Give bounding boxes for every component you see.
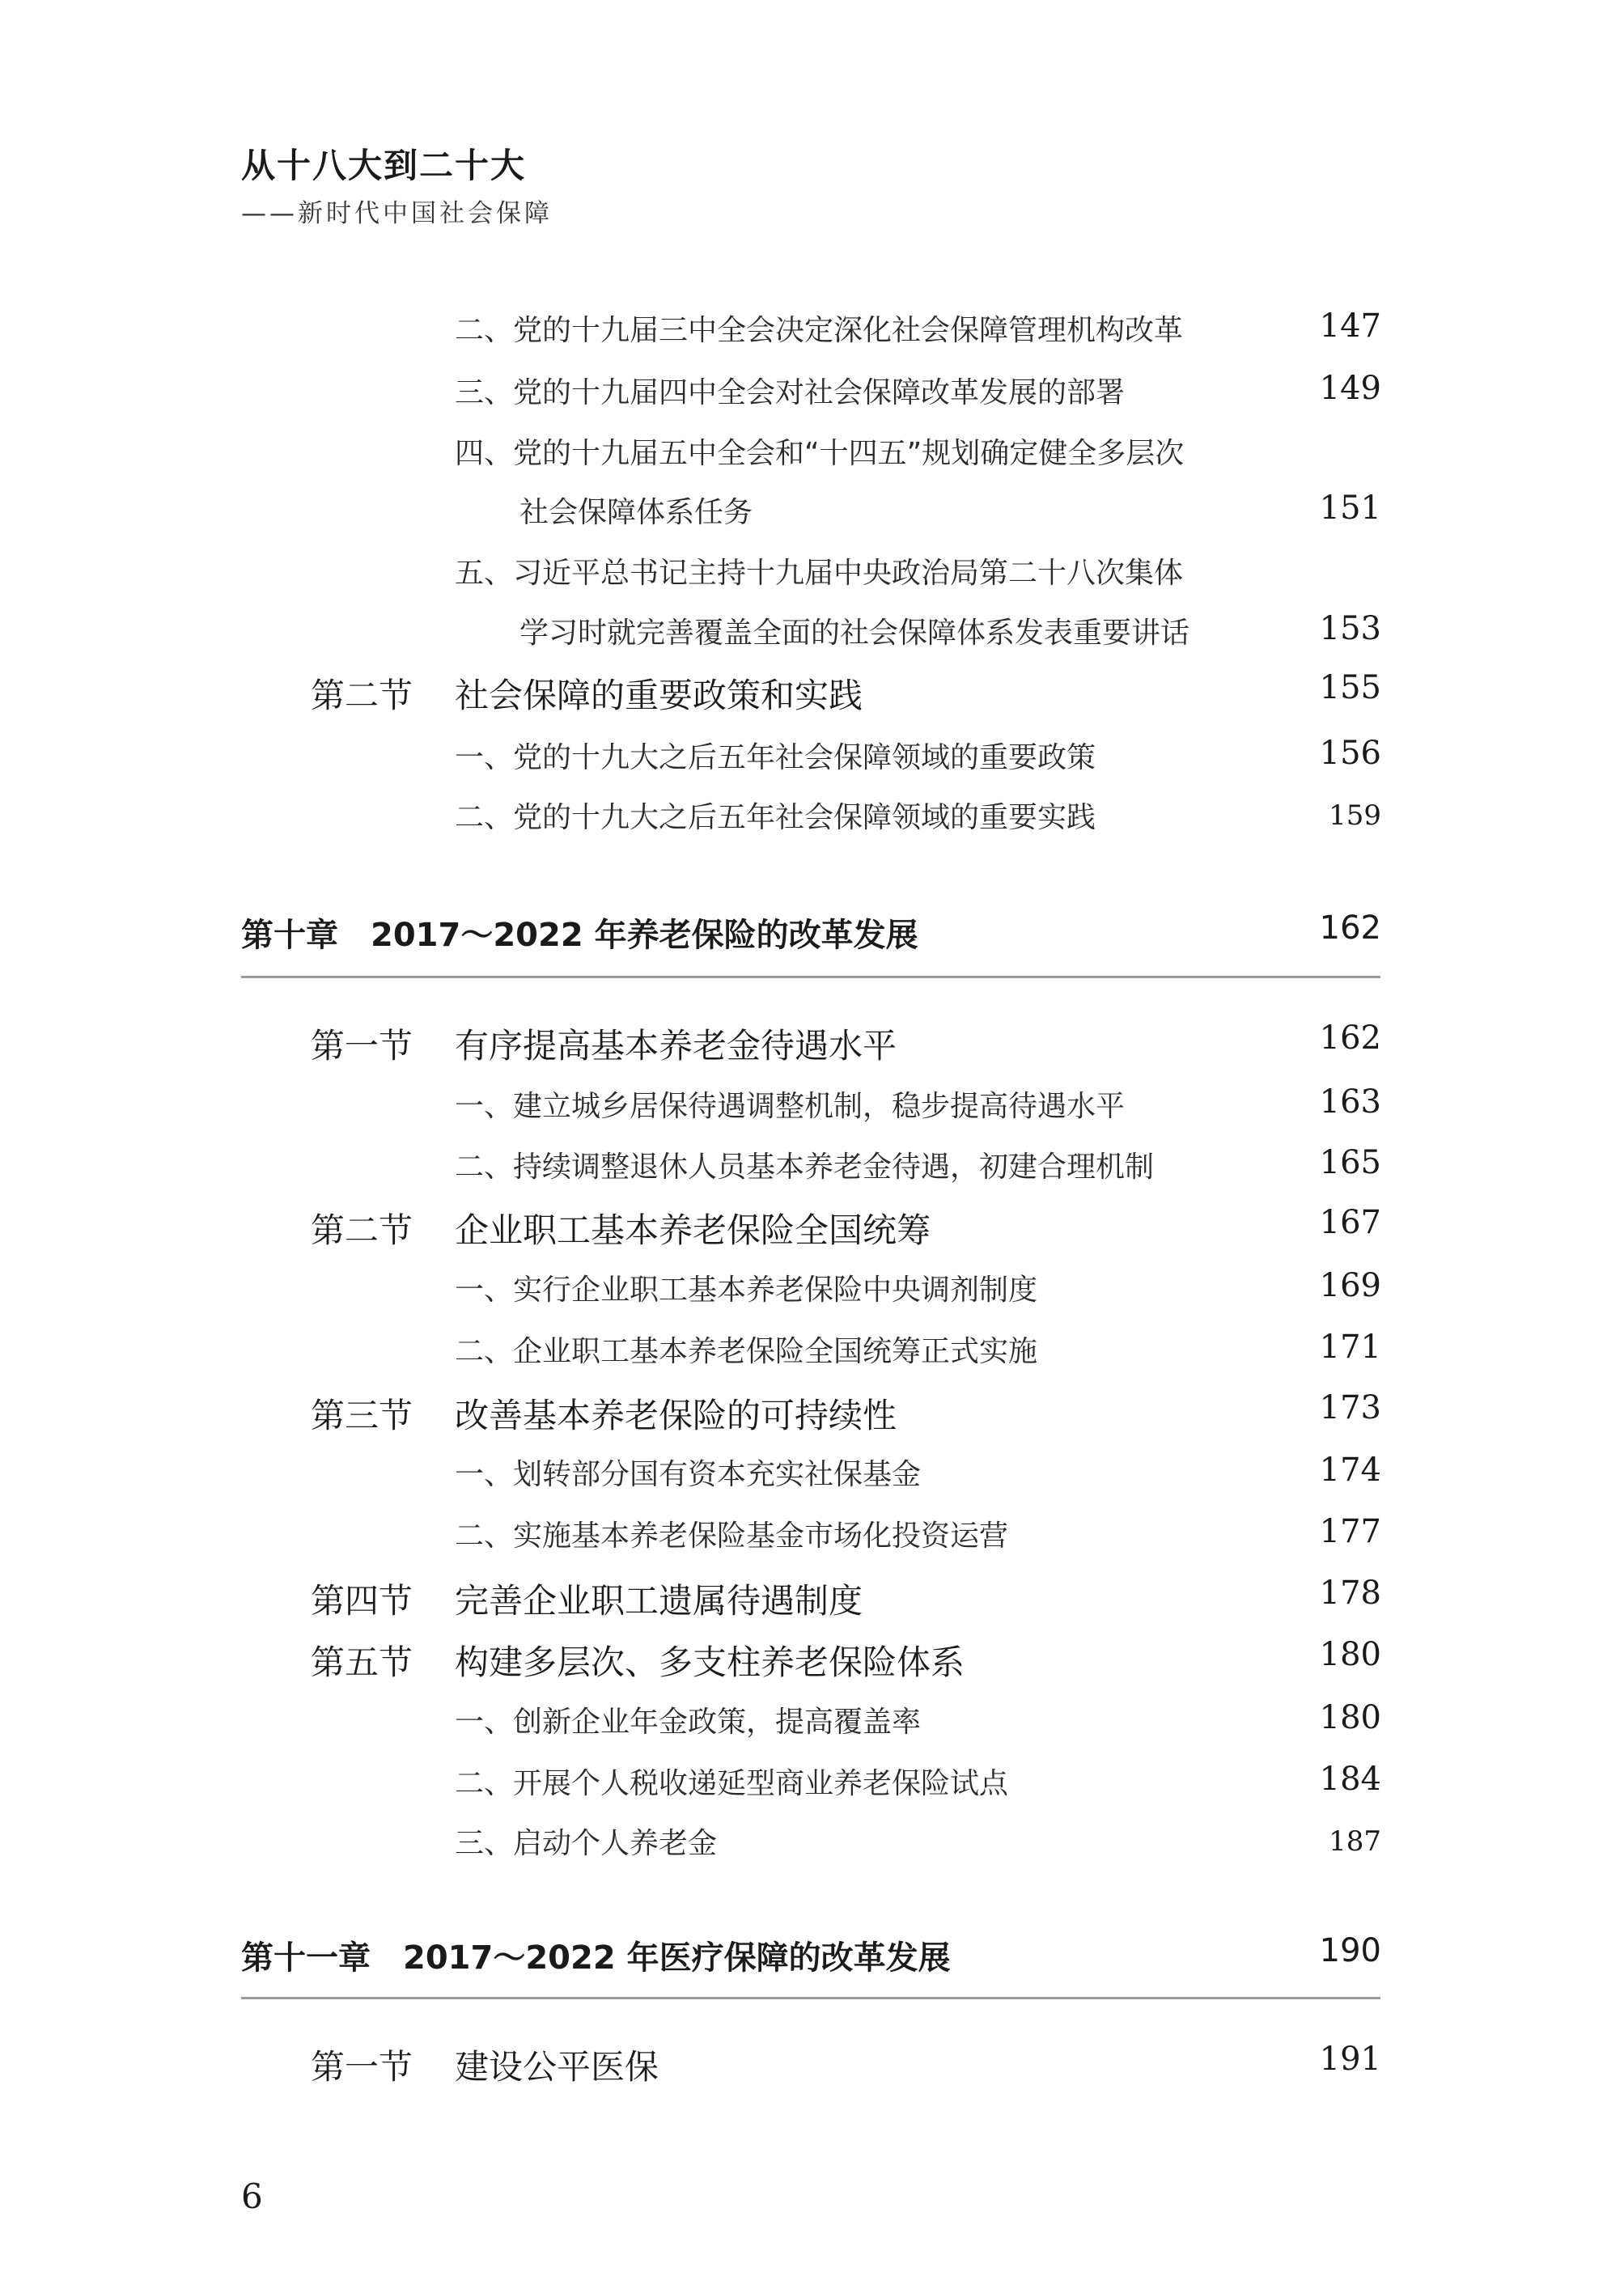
toc-entry-title: 一、建立城乡居保待遇调整机制，稳步提高待遇水平 <box>455 1090 1126 1123</box>
section-label: 第三节 <box>311 1396 413 1435</box>
toc-page-number: 177 <box>1319 1513 1381 1550</box>
toc-section[interactable] <box>0 669 1624 718</box>
toc-entry[interactable] <box>0 1699 1624 1748</box>
section-title: 企业职工基本养老保险全国统筹 <box>455 1210 931 1250</box>
section-label: 第二节 <box>311 676 413 715</box>
book-title: 从十八大到二十大 <box>241 146 527 185</box>
toc-page-number: 156 <box>1319 735 1381 772</box>
toc-entry-title: 二、企业职工基本养老保险全国统筹正式实施 <box>455 1335 1038 1368</box>
toc-entry-title: 一、实行企业职工基本养老保险中央调剂制度 <box>455 1274 1038 1307</box>
toc-page-number: 173 <box>1319 1389 1381 1426</box>
toc-entry[interactable] <box>0 735 1624 783</box>
chapter-divider <box>241 976 1380 978</box>
toc-entry[interactable] <box>0 1267 1624 1316</box>
page-number: 6 <box>241 2176 263 2216</box>
toc-entry[interactable] <box>0 1329 1624 1377</box>
toc-page-number: 147 <box>1319 307 1381 345</box>
toc-entry-title: 三、党的十九届四中全会对社会保障改革发展的部署 <box>455 376 1126 409</box>
toc-section[interactable] <box>0 1636 1624 1685</box>
book-subtitle: ——新时代中国社会保障 <box>241 199 553 228</box>
toc-chapter[interactable] <box>0 909 1624 958</box>
toc-entry-title: 五、习近平总书记主持十九届中央政治局第二十八次集体 <box>455 557 1184 590</box>
chapter-title: 第十章 2017～2022 年养老保险的改革发展 <box>241 917 918 954</box>
toc-page-number: 190 <box>1319 1932 1381 1969</box>
toc-page-number: 184 <box>1319 1761 1381 1798</box>
toc-page-number: 162 <box>1319 1019 1381 1057</box>
toc-chapter[interactable] <box>0 1932 1624 1981</box>
toc-entry[interactable] <box>0 370 1624 418</box>
toc-entry-title: 二、党的十九届三中全会决定深化社会保障管理机构改革 <box>455 314 1184 347</box>
chapter-divider <box>241 1997 1380 1999</box>
toc-entry[interactable] <box>0 1820 1624 1869</box>
toc-entry[interactable] <box>0 1083 1624 1132</box>
toc-section[interactable] <box>0 1575 1624 1623</box>
section-title: 建设公平医保 <box>455 2047 659 2087</box>
section-title: 社会保障的重要政策和实践 <box>455 676 863 715</box>
section-title: 改善基本养老保险的可持续性 <box>455 1396 897 1435</box>
toc-page-number: 165 <box>1319 1144 1381 1181</box>
toc-entry-title: 二、持续调整退休人员基本养老金待遇，初建合理机制 <box>455 1151 1155 1184</box>
toc-page-number: 149 <box>1319 370 1381 407</box>
section-title: 有序提高基本养老金待遇水平 <box>455 1026 897 1066</box>
toc-section[interactable] <box>0 1019 1624 1068</box>
toc-entry-title: 二、开展个人税收递延型商业养老保险试点 <box>455 1767 1009 1800</box>
toc-page-number: 163 <box>1319 1083 1381 1121</box>
toc-section[interactable] <box>0 2041 1624 2089</box>
toc-entry[interactable] <box>0 430 1624 479</box>
toc-page-number: 171 <box>1319 1329 1381 1366</box>
toc-entry-title: 二、党的十九大之后五年社会保障领域的重要实践 <box>455 801 1096 834</box>
toc-page-number: 180 <box>1319 1636 1381 1673</box>
section-title: 构建多层次、多支柱养老保险体系 <box>455 1642 965 1682</box>
toc-page-number: 155 <box>1319 669 1381 706</box>
toc-page-number: 159 <box>1329 799 1381 832</box>
toc-entry-title: 社会保障体系任务 <box>519 496 753 529</box>
toc-entry-title: 四、党的十九届五中全会和“十四五”规划确定健全多层次 <box>455 437 1185 470</box>
toc-entry-continued[interactable] <box>0 610 1624 659</box>
toc-entry-title: 一、创新企业年金政策，提高覆盖率 <box>455 1706 922 1739</box>
toc-page-number: 151 <box>1319 490 1381 527</box>
toc-entry-title: 学习时就完善覆盖全面的社会保障体系发表重要讲话 <box>519 617 1190 650</box>
toc-page-number: 180 <box>1319 1699 1381 1736</box>
toc-entry[interactable] <box>0 307 1624 356</box>
toc-entry-title: 三、启动个人养老金 <box>455 1827 718 1860</box>
section-label: 第四节 <box>311 1581 413 1621</box>
toc-page-number: 191 <box>1319 2041 1381 2078</box>
toc-page-number: 153 <box>1319 610 1381 647</box>
toc-page-number: 178 <box>1319 1575 1381 1612</box>
toc-entry[interactable] <box>0 1513 1624 1562</box>
chapter-title: 第十一章 2017～2022 年医疗保障的改革发展 <box>241 1939 951 1977</box>
toc-entry[interactable] <box>0 1144 1624 1193</box>
toc-entry-title: 二、实施基本养老保险基金市场化投资运营 <box>455 1519 1009 1553</box>
toc-page-number: 169 <box>1319 1267 1381 1304</box>
toc-entry-title: 一、划转部分国有资本充实社保基金 <box>455 1458 922 1491</box>
section-label: 第二节 <box>311 1210 413 1250</box>
toc-entry-continued[interactable] <box>0 490 1624 538</box>
section-label: 第五节 <box>311 1642 413 1682</box>
toc-entry[interactable] <box>0 795 1624 843</box>
toc-entry-title: 一、党的十九大之后五年社会保障领域的重要政策 <box>455 741 1096 774</box>
section-title: 完善企业职工遗属待遇制度 <box>455 1581 863 1621</box>
toc-section[interactable] <box>0 1389 1624 1438</box>
toc-entry[interactable] <box>0 1452 1624 1500</box>
toc-section[interactable] <box>0 1204 1624 1252</box>
section-label: 第一节 <box>311 1026 413 1066</box>
toc-page-number: 174 <box>1319 1452 1381 1489</box>
toc-page-number: 167 <box>1319 1204 1381 1241</box>
toc-page-number: 162 <box>1319 909 1381 947</box>
toc-page-number: 187 <box>1329 1825 1381 1858</box>
toc-entry[interactable] <box>0 1761 1624 1809</box>
section-label: 第一节 <box>311 2047 413 2087</box>
toc-entry[interactable] <box>0 550 1624 599</box>
